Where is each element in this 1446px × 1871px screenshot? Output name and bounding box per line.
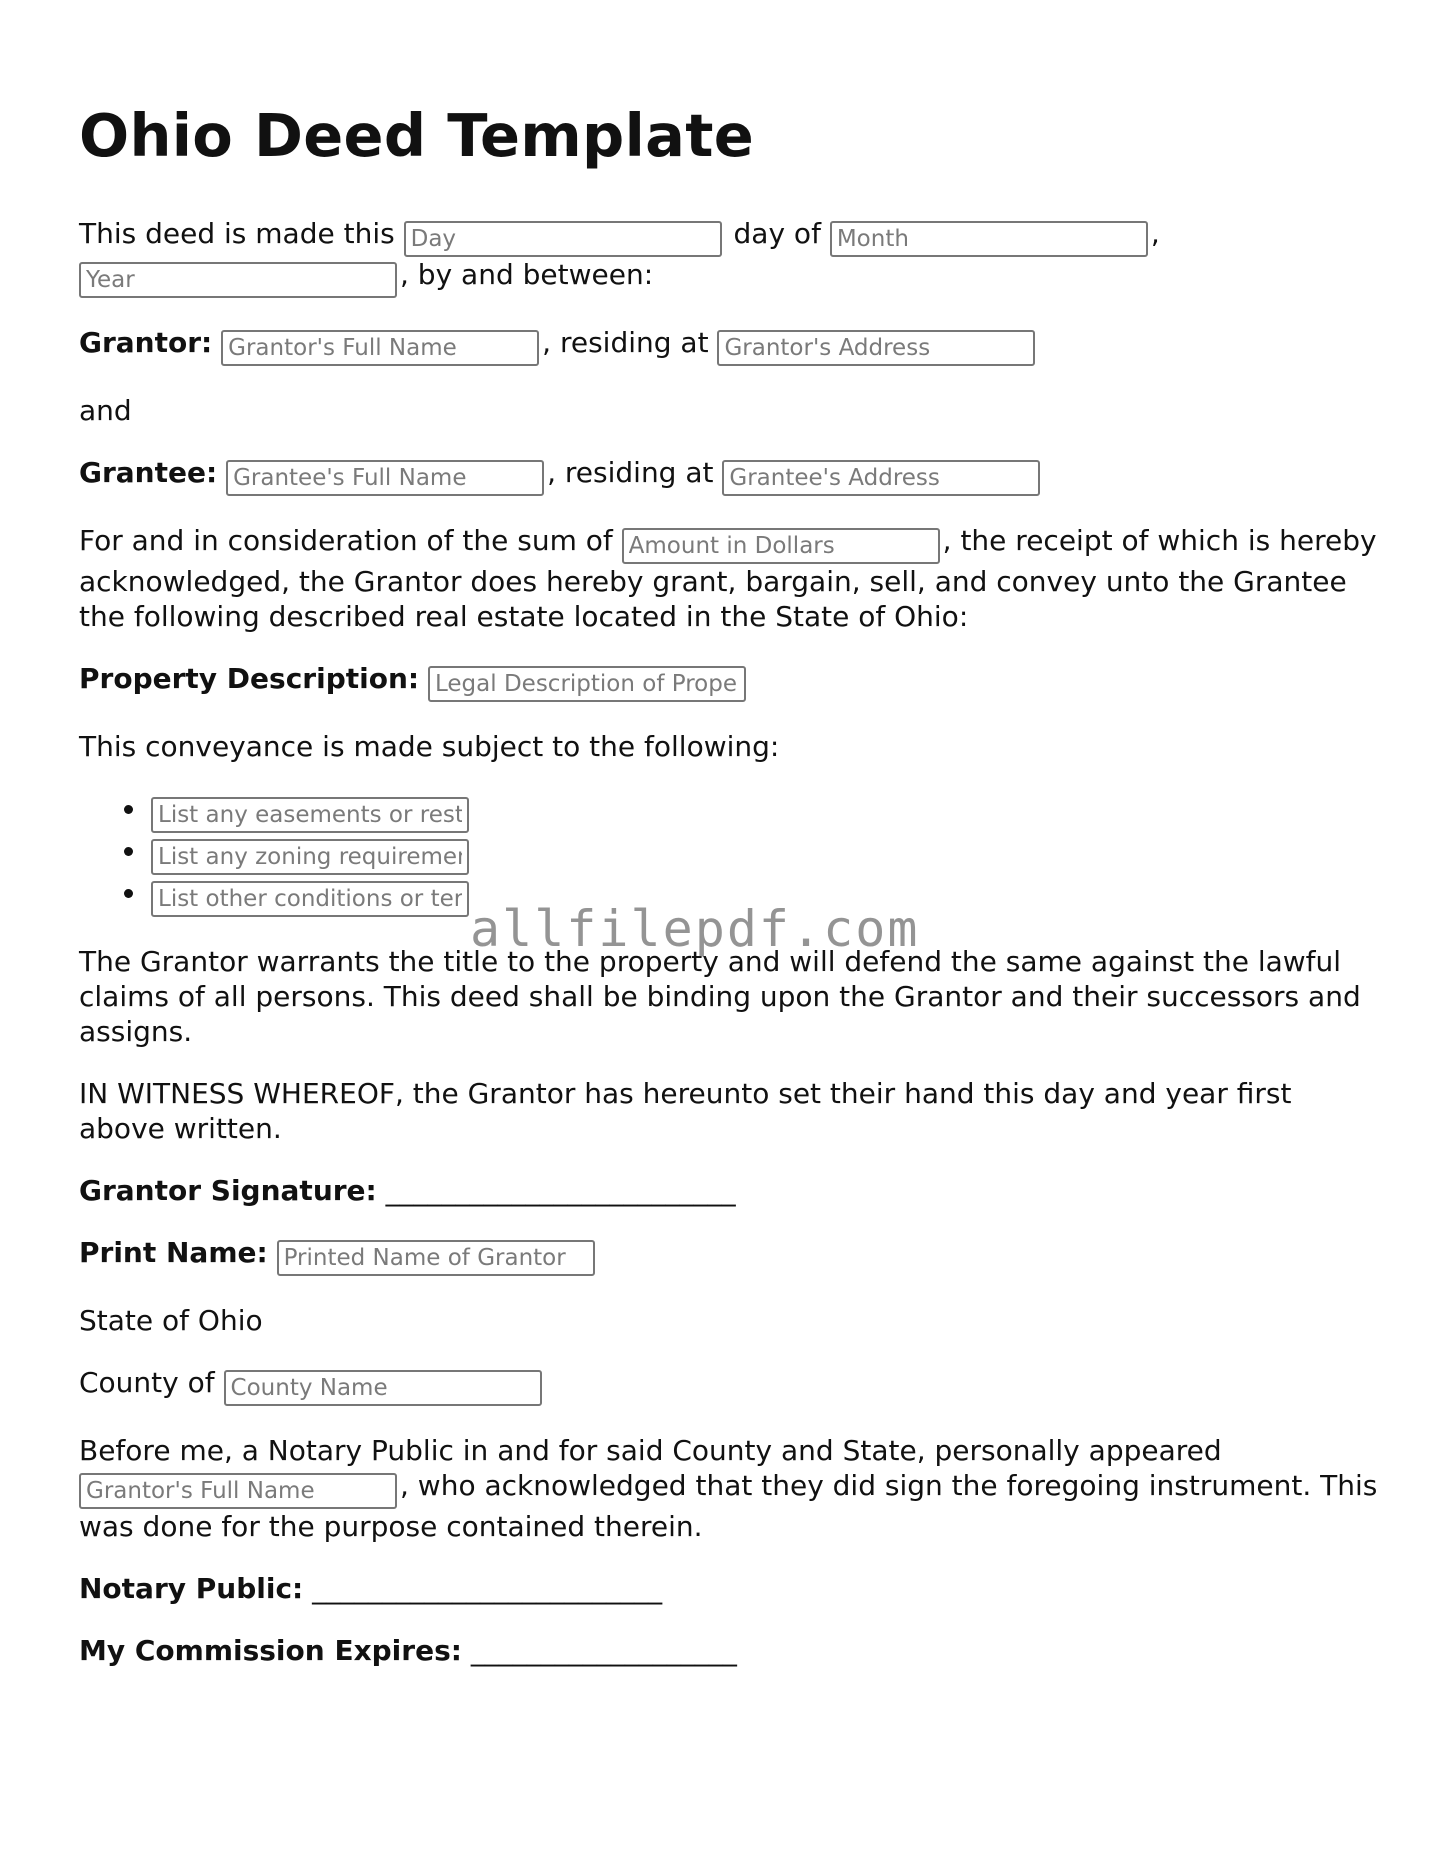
consideration-paragraph: [79, 523, 1379, 634]
and-text: and: [79, 394, 132, 427]
county-paragraph: [79, 1365, 1379, 1406]
grantor-address-input[interactable]: [717, 330, 1035, 366]
intro-day-of-text: day of: [733, 217, 821, 250]
month-input[interactable]: [830, 221, 1148, 257]
notary-blank: _________________________: [312, 1572, 663, 1605]
easements-input[interactable]: [151, 797, 469, 833]
print-name-label: Print Name:: [79, 1236, 268, 1269]
county-input[interactable]: [224, 1370, 542, 1406]
grantor-label: Grantor:: [79, 326, 213, 359]
commission-blank: ___________________: [470, 1634, 737, 1667]
notary-grantor-name-input[interactable]: [79, 1473, 397, 1509]
county-prefix: County of: [79, 1366, 215, 1399]
commission-line: [79, 1633, 1379, 1668]
subject-text: This conveyance is made subject to the following:: [79, 730, 780, 763]
list-item: [151, 833, 1379, 875]
grantee-name-input[interactable]: [226, 460, 544, 496]
grantor-name-input[interactable]: [221, 330, 539, 366]
signature-blank: _________________________: [385, 1174, 736, 1207]
witness-paragraph: IN WITNESS WHEREOF, the Grantor has hereunto set their hand this day and year first above written.: [79, 1077, 1292, 1145]
warranty-paragraph: The Grantor warrants the title to the property and will defend the same against the lawful claims of all persons. This deed shall be binding upon the Grantor and their successors and assigns.: [79, 945, 1361, 1048]
grantee-address-input[interactable]: [722, 460, 1040, 496]
notary-statement-suffix: , who acknowledged that they did sign the foregoing instrument. This was done for the purpose contained therein.: [79, 1469, 1378, 1543]
notary-line: [79, 1571, 1379, 1606]
property-description-input[interactable]: [428, 666, 746, 702]
print-name-paragraph: [79, 1235, 1379, 1276]
intro-between-text: , by and between:: [400, 258, 654, 291]
consideration-prefix: For and in consideration of the sum of: [79, 524, 613, 557]
property-paragraph: [79, 661, 1379, 702]
intro-comma: ,: [1150, 217, 1160, 250]
amount-input[interactable]: [622, 528, 940, 564]
conditions-list: [79, 791, 1379, 917]
intro-made-text: This deed is made this: [79, 217, 395, 250]
signature-label: Grantor Signature:: [79, 1174, 377, 1207]
notary-statement-paragraph: [79, 1433, 1379, 1544]
page-title: Ohio Deed Template: [79, 101, 755, 170]
notary-label: Notary Public:: [79, 1572, 304, 1605]
grantee-residing-text: , residing at: [547, 456, 714, 489]
year-input[interactable]: [79, 262, 397, 298]
deed-document: [79, 96, 1379, 1695]
list-item: [151, 791, 1379, 833]
printed-name-input[interactable]: [277, 1240, 595, 1276]
consideration-suffix: , the receipt of which is hereby acknowledged, the Grantor does hereby grant, bargain, sell, and convey unto the Grantee the following described real estate located in the State of Ohio:: [79, 524, 1377, 633]
watermark: allfilepdf.com: [470, 900, 920, 958]
intro-paragraph: [79, 216, 1379, 298]
grantor-paragraph: [79, 325, 1379, 366]
state-text: State of Ohio: [79, 1304, 263, 1337]
list-item: [151, 875, 1379, 917]
other-conditions-input[interactable]: [151, 881, 469, 917]
day-input[interactable]: [404, 221, 722, 257]
notary-statement-prefix: Before me, a Notary Public in and for said County and State, personally appeared: [79, 1434, 1222, 1467]
commission-label: My Commission Expires:: [79, 1634, 462, 1667]
property-label: Property Description:: [79, 662, 420, 695]
zoning-input[interactable]: [151, 839, 469, 875]
grantee-label: Grantee:: [79, 456, 218, 489]
signature-line: [79, 1173, 1379, 1208]
grantor-residing-text: , residing at: [542, 326, 709, 359]
grantee-paragraph: [79, 455, 1379, 496]
